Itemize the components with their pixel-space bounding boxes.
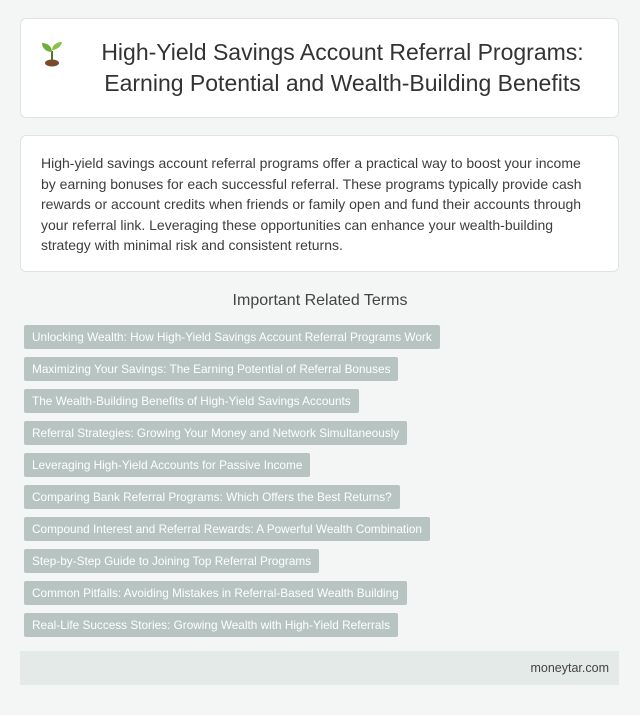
related-term-link[interactable]: Referral Strategies: Growing Your Money and Network Simultaneously [24,421,407,445]
related-term-link[interactable]: Step-by-Step Guide to Joining Top Referral Programs [24,549,319,573]
intro-card [20,135,619,272]
related-term-link[interactable]: Unlocking Wealth: How High-Yield Savings Account Referral Programs Work [24,325,440,349]
title-wrap [37,37,602,99]
intro-text: High-yield savings account referral programs offer a practical way to boost your income by earning bonuses for each successful referral. These programs typically provide cash rewards or account credits when friends or family open and fund their accounts through your referral link. Leveraging these opportunities can enhance your wealth-building strategy with minimal risk and consistent returns. [41,155,582,253]
footer-site-link[interactable]: moneytar.com [530,661,609,675]
footer [20,651,619,685]
related-term-link[interactable]: Leveraging High-Yield Accounts for Passive Income [24,453,310,477]
related-term-link[interactable]: Comparing Bank Referral Programs: Which Offers the Best Returns? [24,485,400,509]
related-terms-heading: Important Related Terms [232,292,408,309]
sprout-icon [37,37,67,67]
page-title: High-Yield Savings Account Referral Programs: Earning Potential and Wealth-Building Benefits [101,39,584,96]
related-term-link[interactable]: Common Pitfalls: Avoiding Mistakes in Referral-Based Wealth Building [24,581,407,605]
title-card [20,18,619,118]
related-term-link[interactable]: Maximizing Your Savings: The Earning Potential of Referral Bonuses [24,357,398,381]
related-terms-list [24,325,620,645]
related-term-link[interactable]: The Wealth-Building Benefits of High-Yield Savings Accounts [24,389,359,413]
related-term-link[interactable]: Real-Life Success Stories: Growing Wealth with High-Yield Referrals [24,613,398,637]
related-term-link[interactable]: Compound Interest and Referral Rewards: A Powerful Wealth Combination [24,517,430,541]
